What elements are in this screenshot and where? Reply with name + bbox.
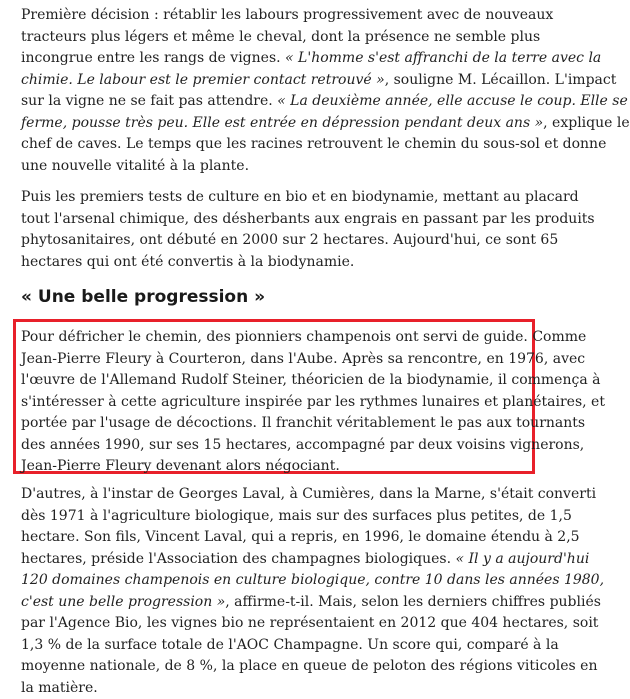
text-segment: portée par l'usage de décoctions. Il franchit véritablement le pas aux tournants — [21, 415, 585, 431]
text-segment: 1,3 % de la surface totale de l'AOC Champagne. Un score qui, comparé à la — [21, 637, 559, 653]
text-line — [21, 70, 537, 92]
text-line — [21, 27, 537, 49]
text-segment: phytosanitaires, ont débuté en 2000 sur 2 hectares. Aujourd'hui, ce sont 65 — [21, 232, 558, 248]
text-line — [21, 506, 537, 528]
text-line — [21, 349, 537, 371]
text-line — [21, 549, 537, 571]
text-line — [21, 527, 537, 549]
text-segment: dès 1971 à l'agriculture biologique, mais sur des surfaces plus petites, de 1,5 — [21, 508, 572, 524]
text-line — [21, 635, 537, 657]
text-line — [21, 484, 537, 506]
italic-quote: chimie. Le labour est le premier contact retrouvé » — [21, 72, 385, 88]
text-segment: moyenne nationale, de 8 %, la place en queue de peloton des régions viticoles en — [21, 658, 597, 674]
text-line — [21, 370, 537, 392]
section-heading: « Une belle progression » — [21, 287, 265, 307]
text-segment: sur la vigne ne se fait pas attendre. — [21, 93, 277, 109]
text-line — [21, 392, 537, 414]
italic-quote: ferme, pousse très peu. Elle est entrée en dépression pendant deux ans » — [21, 115, 543, 131]
text-line — [21, 435, 537, 457]
text-line — [21, 592, 537, 614]
paragraph-highlighted-pionniers — [21, 327, 537, 478]
text-segment: Première décision : rétablir les labours progressivement avec de nouveaux — [21, 7, 553, 23]
text-line — [21, 656, 537, 678]
text-segment: par l'Agence Bio, les vignes bio ne représentaient en 2012 que 404 hectares, soit — [21, 615, 598, 631]
text-line — [21, 252, 537, 274]
text-segment: la matière. — [21, 680, 98, 696]
text-segment: hectare. Son fils, Vincent Laval, qui a repris, en 1996, le domaine étendu à 2,5 — [21, 529, 580, 545]
text-segment: chef de caves. Le temps que les racines retrouvent le chemin du sous-sol et donne — [21, 136, 606, 152]
text-line — [21, 613, 537, 635]
text-segment: Jean-Pierre Fleury à Courteron, dans l'Aube. Après sa rencontre, en 1976, avec — [21, 351, 585, 367]
text-line — [21, 456, 537, 478]
italic-quote: « La deuxième année, elle accuse le coup. Elle se — [277, 93, 628, 109]
text-segment: , souligne M. Lécaillon. L'impact — [385, 72, 617, 88]
text-segment: hectares qui ont été convertis à la biodynamie. — [21, 254, 354, 270]
paragraph-premiers-tests — [21, 187, 537, 273]
text-segment: tracteurs plus légers et même le cheval, dont la présence ne semble plus — [21, 29, 540, 45]
text-line — [21, 327, 537, 349]
italic-quote: « Il y a aujourd'hui — [456, 551, 590, 567]
text-line — [21, 113, 537, 135]
paragraph-premiere-decision — [21, 5, 537, 177]
text-segment: Puis les premiers tests de culture en bio et en biodynamie, mettant au placard — [21, 189, 579, 205]
text-segment: une nouvelle vitalité à la plante. — [21, 158, 249, 174]
text-line — [21, 156, 537, 178]
text-line — [21, 209, 537, 231]
italic-quote: « L'homme s'est affranchi de la terre avec la — [285, 50, 601, 66]
text-segment: des années 1990, sur ses 15 hectares, accompagné par deux voisins vignerons, — [21, 437, 584, 453]
text-line — [21, 187, 537, 209]
text-line — [21, 230, 537, 252]
text-segment: , affirme-t-il. Mais, selon les derniers chiffres publiés — [225, 594, 601, 610]
italic-quote: 120 domaines champenois en culture biologique, contre 10 dans les années 1980, — [21, 572, 604, 588]
text-segment: incongrue entre les rangs de vignes. — [21, 50, 285, 66]
text-segment: hectares, préside l'Association des champagnes biologiques. — [21, 551, 456, 567]
text-line — [21, 134, 537, 156]
text-line — [21, 570, 537, 592]
text-line — [21, 413, 537, 435]
text-line — [21, 48, 537, 70]
text-segment: s'intéresser à cette agriculture inspirée par les rythmes lunaires et planétaires, et — [21, 394, 605, 410]
text-segment: , explique le — [543, 115, 629, 131]
text-line — [21, 91, 537, 113]
text-line — [21, 678, 537, 699]
text-segment: Jean-Pierre Fleury devenant alors négociant. — [21, 458, 340, 474]
text-segment: tout l'arsenal chimique, des désherbants aux engrais en passant par les produits — [21, 211, 595, 227]
text-line — [21, 5, 537, 27]
text-segment: l'œuvre de l'Allemand Rudolf Steiner, théoricien de la biodynamie, il commença à — [21, 372, 600, 388]
text-segment: D'autres, à l'instar de Georges Laval, à Cumières, dans la Marne, s'était converti — [21, 486, 596, 502]
paragraph-georges-laval — [21, 484, 537, 699]
italic-quote: c'est une belle progression » — [21, 594, 225, 610]
text-segment: Pour défricher le chemin, des pionniers champenois ont servi de guide. Comme — [21, 329, 586, 345]
